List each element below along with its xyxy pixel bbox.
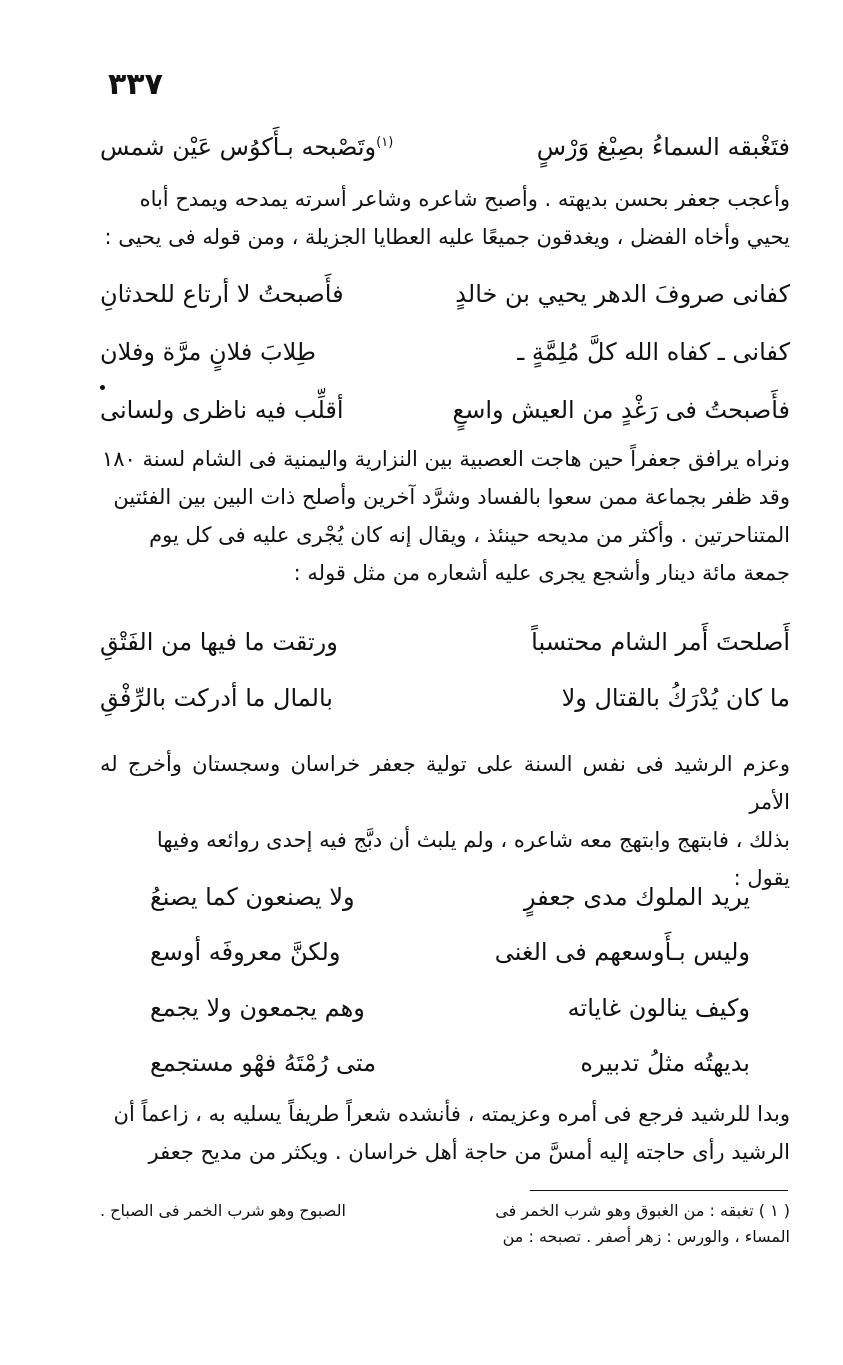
verse-hemistich-second: ورتقت ما فيها من الفَتْقِ — [100, 628, 338, 656]
verse-line — [150, 885, 750, 909]
verse-line — [100, 686, 790, 710]
footnote-line — [100, 1198, 790, 1224]
paragraph-line: يقول : — [733, 866, 790, 890]
verse-hemistich-second: ولا يصنعون كما يصنعُ — [150, 883, 355, 911]
paragraph-line: يحيي وأخاه الفضل ، ويغدقون جميعًا عليه العطايا الجزيلة ، ومن قوله فى يحيى : — [104, 225, 790, 249]
verse-hemistich-first: فأَصبحتُ فى رَغْدٍ من العيش واسعٍ — [452, 396, 790, 424]
paragraph-line: الرشيد رأى حاجته إليه أمسَّ من حاجة أهل خراسان . ويكثر من مديح جعفر — [148, 1140, 790, 1164]
paragraph-4 — [100, 1095, 790, 1171]
verse-hemistich-first: يريد الملوك مدى جعفرٍ — [523, 883, 750, 911]
verse-line — [100, 135, 790, 159]
paragraph-1 — [100, 180, 790, 256]
paragraph-line: جمعة مائة دينار وأشجع يجرى عليه أشعاره من مثل قوله : — [293, 561, 790, 585]
verse-hemistich-first: وكيف ينالون غاياته — [567, 993, 750, 1022]
verse-hemistich-first: كفانى صروفَ الدهر يحيي بن خالدٍ — [455, 280, 790, 308]
verse-hemistich-second: ولكنَّ معروفَه أوسع — [150, 938, 341, 967]
page-number: ٣٣٧ — [108, 67, 163, 102]
verse-hemistich-first: بديهتُه مثلُ تدبيره — [580, 1048, 750, 1077]
verse-line — [100, 282, 790, 306]
paragraph-line: وعزم الرشيد فى نفس السنة على تولية جعفر خراسان وسجستان وأخرج له الأمر — [100, 752, 790, 814]
footnote-rule — [530, 1190, 788, 1191]
verse-line — [100, 340, 790, 364]
verse-hemistich-second: طِلابَ فلانٍ مرَّة وفلان — [100, 338, 316, 366]
paragraph-line: ونراه يرافق جعفراً حين هاجت العصبية بين النزارية واليمنية فى الشام لسنة ١٨٠ — [101, 447, 790, 471]
verse-hemistich-first: ما كان يُدْرَكُ بالقتال ولا — [561, 684, 790, 712]
footnote-line — [100, 1224, 790, 1250]
verse-hemistich-second: أقلِّب فيه ناظرى ولسانى — [100, 396, 344, 424]
footnote-text: الصبوح وهو شرب الخمر فى الصباح . — [100, 1201, 346, 1220]
verse-line — [150, 1048, 750, 1077]
verse-hemistich-second: وهم يجمعون ولا يجمع — [150, 993, 365, 1022]
paragraph-line: وبدا للرشيد فرجع فى أمره وعزيمته ، فأنشده شعراً طريفاً يسليه به ، زاعماً أن — [113, 1102, 790, 1126]
verse-hemistich-text: وتَصْبحه بـأَكوُس عَيْن شمس — [100, 133, 377, 161]
verse-block-4 — [150, 885, 750, 1075]
paragraph-line: المتناحرتين . وأكثر من مديحه حينئذ ، ويقال إنه كان يُجْرى عليه فى كل يوم — [149, 523, 790, 547]
paragraph-2 — [100, 440, 790, 592]
verse-line — [100, 630, 790, 654]
verse-hemistich-first: فتَغْبقه السماءُ بصِبْغ وَرْسٍ — [536, 133, 790, 161]
paragraph-line: بذلك ، فابتهج وابتهج معه شاعره ، ولم يلبث أن دبَّج فيه إحدى روائعه وفيها — [156, 828, 790, 852]
verse-block-2 — [100, 282, 790, 422]
verse-hemistich-second — [100, 135, 431, 159]
verse-hemistich-second: متى رُمْتَهُ فهْو مستجمع — [150, 1048, 377, 1077]
verse-hemistich-first: وليس بـأَوسعهم فى الغنى — [494, 938, 750, 967]
paragraph-3 — [100, 745, 790, 897]
verse-hemistich-second: بالمال ما أدركت بالرِّفْقِ — [100, 684, 333, 712]
footnote-text: ( ١ ) تغبقه : من الغبوق وهو شرب الخمر فى — [495, 1201, 790, 1220]
verse-hemistich-second: فأَصبحتُ لا أرتاع للحدثانِ — [100, 280, 344, 308]
verse-hemistich-first: كفانى ـ كفاه الله كلَّ مُلِمَّةٍ ـ — [517, 338, 790, 366]
footnote — [100, 1198, 790, 1250]
paragraph-line: وقد ظفر بجماعة ممن سعوا بالفساد وشرَّد آخرين وأصلح ذات البين بين الفئتين — [113, 485, 790, 509]
ink-dot — [100, 385, 105, 390]
footnote-marker: (١) — [376, 135, 394, 150]
verse-hemistich-first: أَصلحتَ أَمر الشام محتسباً — [531, 628, 790, 656]
verse-line — [100, 398, 790, 422]
verse-block-1 — [100, 135, 790, 175]
paragraph-line: وأعجب جعفر بحسن بديهته . وأصبح شاعره وشاعر أسرته يمدحه ويمدح أباه — [139, 187, 790, 211]
verse-line — [150, 993, 750, 1022]
verse-block-3 — [100, 630, 790, 710]
footnote-text: المساء ، والورس : زهر أصفر . تصبحه : من — [502, 1227, 790, 1246]
verse-line — [150, 938, 750, 967]
